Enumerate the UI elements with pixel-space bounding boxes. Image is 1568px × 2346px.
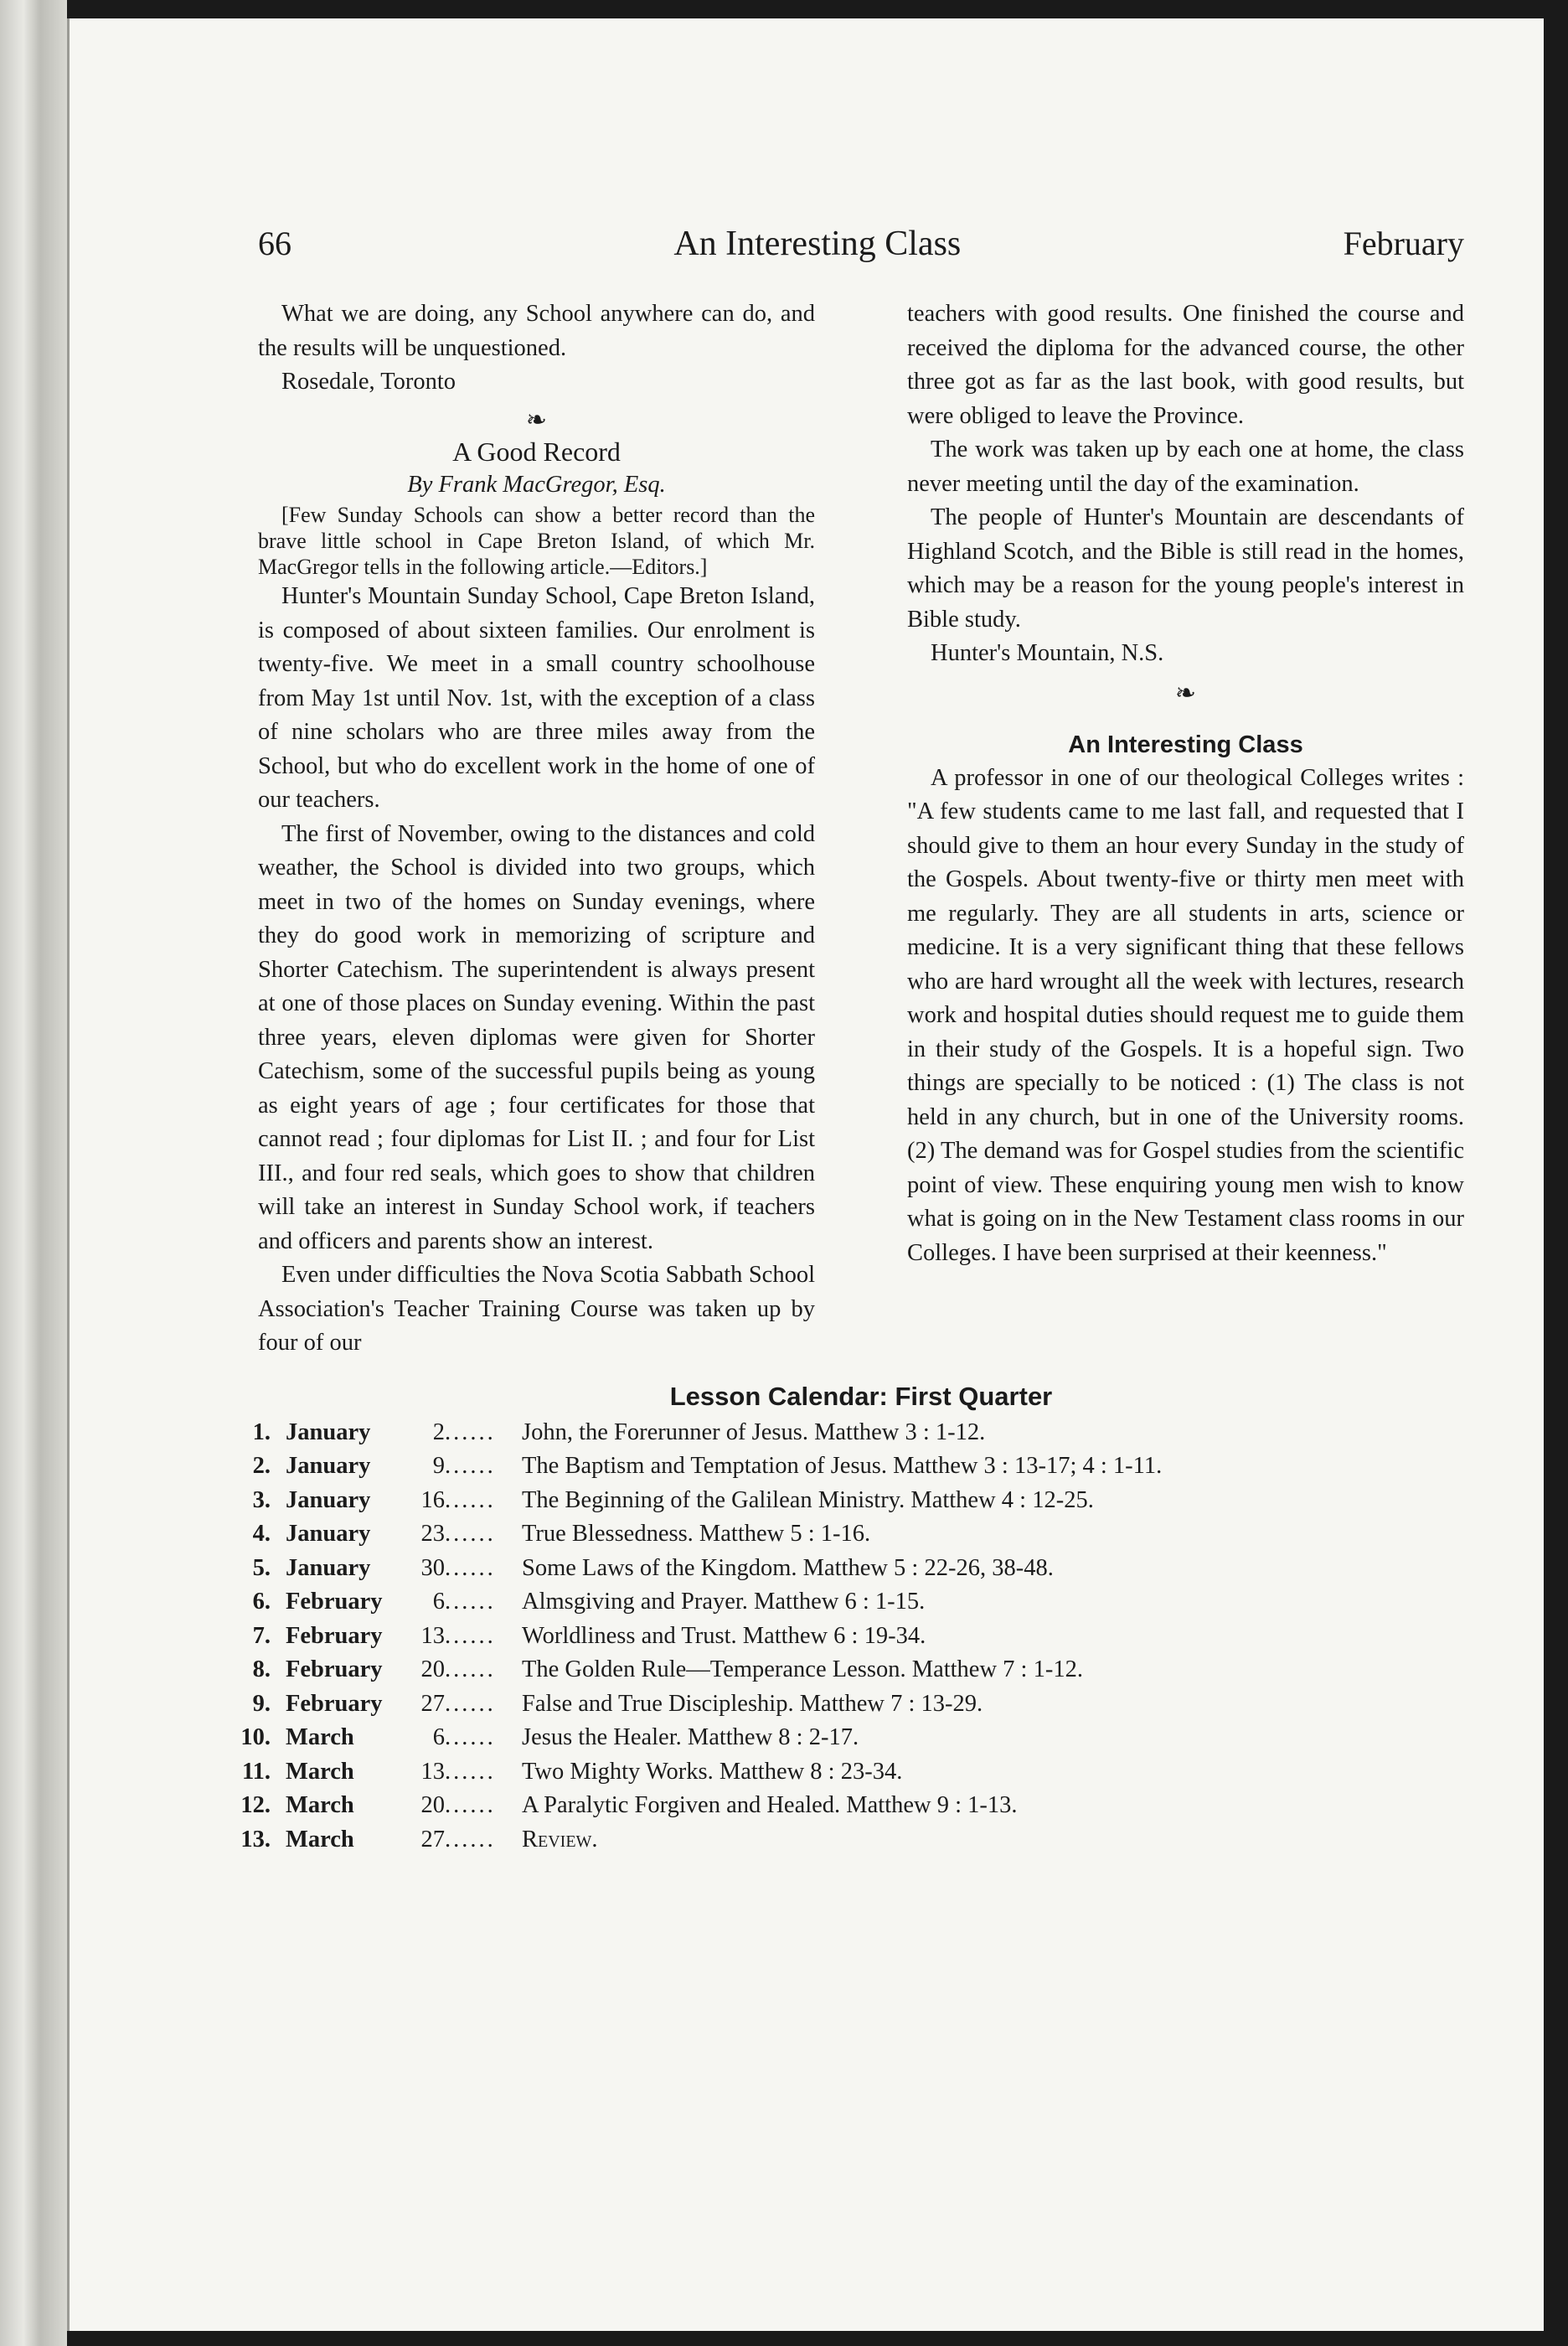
lesson-title: Jesus the Healer. Matthew 8 : 2-17. (522, 1724, 859, 1750)
lesson-day: 30 (420, 1554, 445, 1581)
paragraph: What we are doing, any School anywhere can do, and the results will be unquestioned. (258, 301, 815, 361)
lesson-title: Some Laws of the Kingdom. Matthew 5 : 22-26, 38-48. (522, 1554, 1054, 1581)
table-row (220, 1620, 1162, 1654)
byline: By Frank MacGregor, Esq. (407, 471, 666, 498)
lesson-day: 20 (420, 1792, 445, 1818)
lesson-day: 20 (420, 1656, 445, 1682)
lesson-month: March (286, 1826, 354, 1853)
running-head (258, 224, 1464, 282)
paragraph: Hunter's Mountain Sunday School, Cape Breton Island, is composed of about sixteen families. Our enrolment is twenty-five. We meet in a small country schoolhouse from May 1st until Nov. 1st, with the exception of a class of nine scholars who are three miles away from the School, but who do excellent work in the home of one of our teachers. (258, 583, 815, 813)
lesson-day: 16 (420, 1486, 445, 1513)
lesson-month: March (286, 1758, 354, 1785)
table-row (220, 1585, 1162, 1620)
lesson-month: March (286, 1792, 354, 1818)
lesson-month: January (286, 1418, 371, 1445)
table-row (220, 1721, 1162, 1755)
dot-leader: ...... (445, 1758, 496, 1785)
lesson-title: Worldliness and Trust. Matthew 6 : 19-34. (522, 1622, 926, 1649)
table-row (220, 1687, 1162, 1722)
calendar-title: Lesson Calendar: First Quarter (669, 1381, 1053, 1411)
dot-leader: ...... (445, 1690, 496, 1717)
lesson-calendar (220, 1416, 1162, 1858)
lesson-number: 1. (252, 1418, 271, 1445)
table-row (220, 1823, 1162, 1858)
dot-leader: ...... (445, 1656, 496, 1682)
lesson-month: January (286, 1453, 371, 1479)
lesson-month: February (286, 1690, 383, 1717)
table-row (220, 1449, 1162, 1484)
lesson-day: 2 (432, 1418, 445, 1445)
lesson-number: 10. (240, 1724, 271, 1750)
dot-leader: ...... (445, 1589, 496, 1615)
dot-leader: ...... (445, 1724, 496, 1750)
lesson-title: Review. (522, 1826, 598, 1853)
lesson-number: 6. (252, 1589, 271, 1615)
table-row (220, 1755, 1162, 1790)
lesson-title: A Paralytic Forgiven and Healed. Matthew 9 : 1-13. (522, 1792, 1018, 1818)
table-row (220, 1552, 1162, 1586)
lesson-number: 12. (240, 1792, 271, 1818)
paragraph: Even under difficulties the Nova Scotia Sabbath School Association's Teacher Training Course was taken up by four of our (258, 1262, 815, 1356)
left-column (258, 297, 815, 1361)
lesson-number: 11. (241, 1758, 271, 1785)
lesson-day: 6 (432, 1589, 445, 1615)
place-line: Rosedale, Toronto (281, 369, 456, 395)
table-row (220, 1517, 1162, 1552)
lesson-day: 13 (420, 1758, 445, 1785)
dot-leader: ...... (445, 1418, 496, 1445)
fleuron-icon: ❧ (1174, 679, 1197, 707)
lesson-number: 5. (252, 1554, 271, 1581)
lesson-month: March (286, 1724, 354, 1750)
lesson-day: 6 (432, 1724, 445, 1750)
lesson-day: 13 (420, 1622, 445, 1649)
dot-leader: ...... (445, 1486, 496, 1513)
dot-leader: ...... (445, 1521, 496, 1547)
table-row (220, 1789, 1162, 1823)
page-content (240, 224, 1464, 1857)
dot-leader: ...... (445, 1792, 496, 1818)
place-line: Hunter's Mountain, N.S. (931, 640, 1164, 666)
lesson-number: 4. (252, 1521, 271, 1547)
lesson-number: 8. (252, 1656, 271, 1682)
dot-leader: ...... (445, 1622, 496, 1649)
dot-leader: ...... (445, 1826, 496, 1853)
table-row (220, 1653, 1162, 1687)
table-row (220, 1484, 1162, 1518)
lesson-month: February (286, 1656, 383, 1682)
lesson-month: January (286, 1486, 371, 1513)
lesson-title: True Blessedness. Matthew 5 : 1-16. (522, 1521, 871, 1547)
dot-leader: ...... (445, 1554, 496, 1581)
lesson-day: 23 (420, 1521, 445, 1547)
lesson-month: February (286, 1622, 383, 1649)
lesson-day: 27 (420, 1826, 445, 1853)
lesson-title: False and True Discipleship. Matthew 7 : 13-29. (522, 1690, 983, 1717)
lesson-title: The Golden Rule—Temperance Lesson. Matthew 7 : 1-12. (522, 1656, 1083, 1682)
paragraph: teachers with good results. One finished the course and received the diploma for the advanced course, the other three got as far as the last book, with good results, but were obliged to leave the Province. (907, 301, 1464, 429)
lesson-number: 13. (240, 1826, 271, 1853)
paragraph: The first of November, owing to the distances and cold weather, the School is divided into two groups, which meet in two of the homes on Sunday evenings, where they do good work in memorizing of scripture and Shorter Catechism. The superintendent is always present at one of those places on Sunday evening. Within the past three years, eleven diplomas were given for Shorter Catechism, some of the successful pupils being as young as eight years of age ; four certificates for those that cannot read ; four diplomas for List II. ; and four for List III., and four red seals, which goes to show that children will take an interest in Sunday School work, if teachers and officers and parents show an interest. (258, 820, 815, 1254)
lesson-month: January (286, 1554, 371, 1581)
fleuron-icon: ❧ (525, 406, 548, 434)
lesson-month: January (286, 1521, 371, 1547)
editor-note: [Few Sunday Schools can show a better record than the brave little school in Cape Breton Island, of which Mr. MacGregor tells in the following article.—Editors.] (258, 503, 815, 579)
article-columns (258, 297, 1464, 1361)
running-title: An Interesting Class (673, 225, 962, 263)
lesson-number: 2. (252, 1453, 271, 1479)
lesson-title: Two Mighty Works. Matthew 8 : 23-34. (522, 1758, 903, 1785)
lesson-month: February (286, 1589, 383, 1615)
book-binding (0, 0, 67, 2346)
paragraph: A professor in one of our theological Colleges writes : "A few students came to me last fall, and requested that I should give to them an hour every Sunday in the study of the Gospels. About twenty-five or thirty men meet with me regularly. They are all students in arts, science or medicine. It is a very significant thing that these fellows who are hard wrought all the week with lectures, research work and hospital duties should request me to guide them in their study of the Gospels. It is a hopeful sign. Two things are specially to be noticed : (1) The class is not held in any church, but in one of the University rooms. (2) The demand was for Gospel studies from the scientific point of view. These enquiring young men wish to know what is going on in the New Testament class rooms in our Colleges. I have been surprised at their keenness." (907, 764, 1464, 1266)
lesson-number: 9. (252, 1690, 271, 1717)
lesson-day: 27 (420, 1690, 445, 1717)
lesson-day: 9 (432, 1453, 445, 1479)
article-title: A Good Record (452, 436, 621, 467)
lesson-title: John, the Forerunner of Jesus. Matthew 3 : 1-12. (522, 1418, 986, 1445)
paragraph: The people of Hunter's Mountain are descendants of Highland Scotch, and the Bible is still read in the homes, which may be a reason for the young people's interest in Bible study. (907, 504, 1464, 633)
lesson-number: 3. (252, 1486, 271, 1513)
article-title: An Interesting Class (1068, 731, 1303, 758)
lesson-title: The Beginning of the Galilean Ministry. Matthew 4 : 12-25. (522, 1486, 1094, 1513)
lesson-title: The Baptism and Temptation of Jesus. Matthew 3 : 13-17; 4 : 1-11. (522, 1453, 1163, 1479)
book-page (67, 18, 1544, 2331)
right-column (907, 297, 1464, 1361)
dot-leader: ...... (445, 1453, 496, 1479)
lesson-number: 7. (252, 1622, 271, 1649)
running-month: February (1343, 225, 1464, 262)
page-number: 66 (258, 225, 291, 262)
lesson-title: Almsgiving and Prayer. Matthew 6 : 1-15. (522, 1589, 926, 1615)
table-row (220, 1416, 1162, 1450)
paragraph: The work was taken up by each one at home, the class never meeting until the day of the examination. (907, 437, 1464, 497)
